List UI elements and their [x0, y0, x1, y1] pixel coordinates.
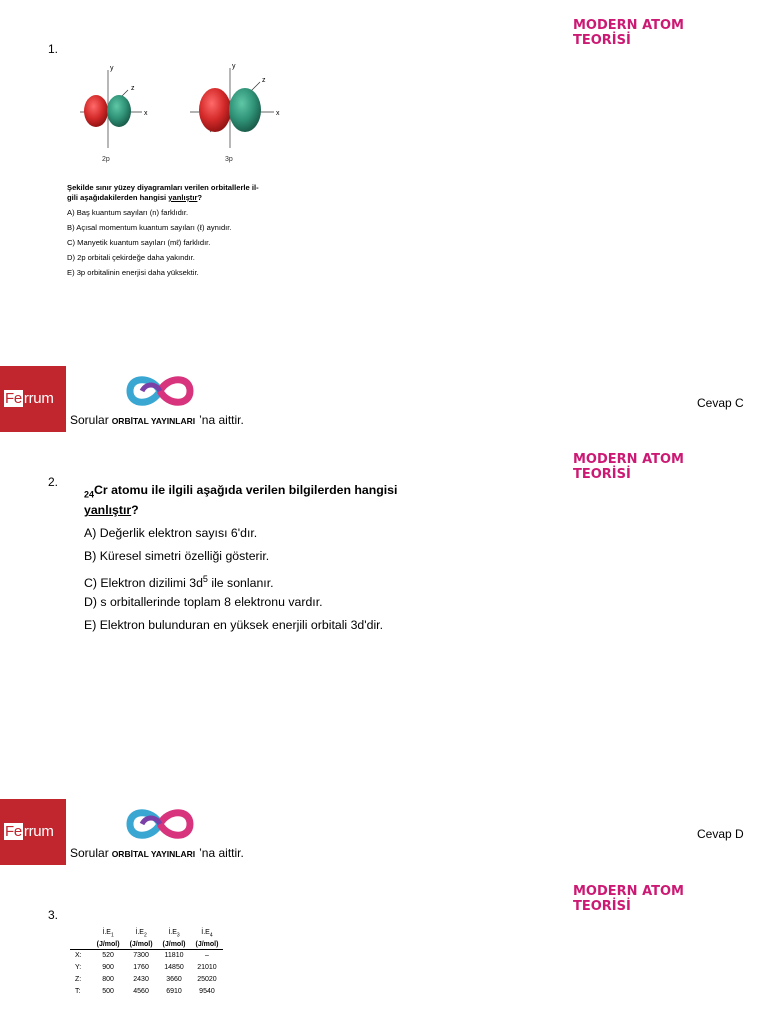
logo-text: rrum [23, 823, 54, 840]
option-text: A) Değerlik elektron sayısı 6'dır. [84, 526, 258, 541]
credit-text: ’na aittir. [199, 413, 244, 427]
option-b: B) Açısal momentum kuantum sayıları (ℓ) aynıdır. [67, 223, 232, 232]
answer-label: Cevap C [697, 396, 744, 410]
lobe-teal [107, 95, 131, 127]
option-text: B) Küresel simetri özelliği gösterir. [84, 549, 270, 564]
stem-emphasis: yanlıştır [84, 503, 132, 518]
option-a: A) Baş kuantum sayıları (n) farklıdır. [67, 208, 189, 217]
credit-brand: ORBİTAL YAYINLARI [111, 416, 196, 426]
question-number: 2. [48, 475, 59, 489]
table-row [70, 974, 223, 986]
credit-line [70, 413, 244, 427]
option-a [84, 525, 424, 541]
orbital-2p [80, 65, 148, 148]
stem-emphasis: yanlıştır [168, 193, 198, 202]
axis-label-y: y [110, 65, 114, 72]
option-text: E) Elektron bulunduran en yüksek enerjili orbitali 3d'dir. [84, 618, 384, 633]
row-label: T: [75, 988, 81, 996]
axis-label-y: y [232, 63, 236, 70]
table-cell: 3660 [166, 976, 182, 984]
table-cell: 500 [102, 988, 114, 996]
ferrum-logo [0, 799, 66, 865]
credit-line [70, 846, 244, 860]
table-cell: 7300 [133, 952, 149, 960]
topic-title: MODERN ATOM TEORİSİ [573, 18, 684, 48]
table-cell: 4560 [133, 988, 149, 996]
credit-brand: ORBİTAL YAYINLARI [111, 849, 196, 859]
stem-line [67, 193, 297, 203]
column-header [158, 928, 191, 950]
table-cell: 21010 [197, 964, 217, 972]
stem-line [84, 502, 424, 518]
stem-text: gili aşağıdakilerden hangisi [67, 193, 169, 202]
logo-text: Fe [5, 823, 22, 840]
ionization-energy-table [70, 928, 223, 998]
option-c: C) Manyetik kuantum sayıları (mℓ) farklıdır. [67, 238, 211, 247]
table-row [70, 962, 223, 974]
row-label: Z: [75, 976, 82, 984]
option-text: ile sonlanır. [207, 576, 274, 591]
table-cell: 11810 [164, 952, 184, 960]
header-subscript: 4 [209, 932, 213, 939]
header-unit: (J/mol) [96, 941, 120, 949]
question-number: 1. [48, 42, 59, 56]
column-header [125, 928, 158, 950]
option-text: D) s orbitallerinde toplam 8 elektronu vardır. [84, 595, 323, 610]
column-header [92, 928, 125, 950]
option-c [84, 571, 424, 591]
option-b [84, 548, 424, 564]
axis-label-x: x [144, 110, 148, 117]
orbital-label-3p: 3p [225, 156, 233, 163]
question-number: 3. [48, 908, 59, 922]
option-e: E) 3p orbitalinin enerjisi daha yüksektir. [67, 268, 199, 277]
orbital-yayinlari-logo [124, 805, 196, 843]
question-body [67, 183, 297, 278]
table-header-row [70, 928, 223, 950]
table-cell: 900 [102, 964, 114, 972]
logo-text: rrum [23, 390, 54, 407]
option-d [84, 594, 424, 610]
orbital-3p [190, 63, 280, 148]
atomic-number: 24 [84, 489, 95, 500]
header-label: İ.E [135, 929, 144, 936]
table-cell: 9540 [199, 988, 215, 996]
question-body [84, 482, 424, 633]
row-label-header [70, 928, 92, 950]
ferrum-logo [0, 366, 66, 432]
table-cell: 25020 [197, 976, 217, 984]
table-cell: 800 [102, 976, 114, 984]
header-label: İ.E [102, 929, 111, 936]
header-subscript: 1 [110, 932, 114, 939]
stem-text: ? [197, 193, 203, 202]
axis-label-z: z [262, 77, 266, 84]
table-cell: 2430 [133, 976, 149, 984]
table-cell: 1760 [133, 964, 149, 972]
axis-label-z: z [131, 85, 135, 92]
header-subscript: 3 [176, 932, 180, 939]
header-unit: (J/mol) [129, 941, 153, 949]
row-label: X: [75, 952, 82, 960]
question-stem [67, 183, 297, 203]
header-subscript: 2 [143, 932, 147, 939]
table-row [70, 950, 223, 963]
header-label: İ.E [201, 929, 210, 936]
orbital-label-2p: 2p [102, 156, 110, 163]
stem-text: ? [131, 503, 139, 518]
column-header [190, 928, 223, 950]
stem-text: Cr atomu ile ilgili aşağıda verilen bilgilerden hangisi [94, 483, 398, 497]
option-e [84, 617, 424, 633]
table-cell: 6910 [166, 988, 182, 996]
table-cell: 14850 [164, 964, 184, 972]
table-row [70, 986, 223, 998]
header-unit: (J/mol) [162, 941, 186, 949]
credit-text: Sorular [70, 846, 109, 860]
logo-text: Fe [5, 390, 22, 407]
stem-line: Şekilde sınır yüzey diyagramları verilen orbitallerle il- [67, 183, 259, 192]
credit-text: Sorular [70, 413, 109, 427]
orbital-yayinlari-logo [124, 372, 196, 410]
lobe-red [199, 88, 231, 132]
table-cell: – [205, 952, 209, 960]
option-d: D) 2p orbitali çekirdeğe daha yakındır. [67, 253, 195, 262]
table-cell: 520 [102, 952, 114, 960]
option-text: C) Elektron dizilimi 3d [84, 576, 203, 591]
axis-label-x: x [276, 110, 280, 117]
credit-text: ’na aittir. [199, 846, 244, 860]
header-unit: (J/mol) [195, 941, 219, 949]
question-stem [84, 482, 424, 518]
superscript: 5 [202, 574, 208, 585]
topic-title: MODERN ATOM TEORİSİ [573, 884, 684, 914]
row-label: Y: [75, 964, 82, 972]
stem-line [84, 482, 424, 502]
answer-label: Cevap D [697, 827, 744, 841]
lobe-red [84, 95, 108, 127]
lobe-teal [229, 88, 261, 132]
header-label: İ.E [168, 929, 177, 936]
topic-title: MODERN ATOM TEORİSİ [573, 452, 684, 482]
